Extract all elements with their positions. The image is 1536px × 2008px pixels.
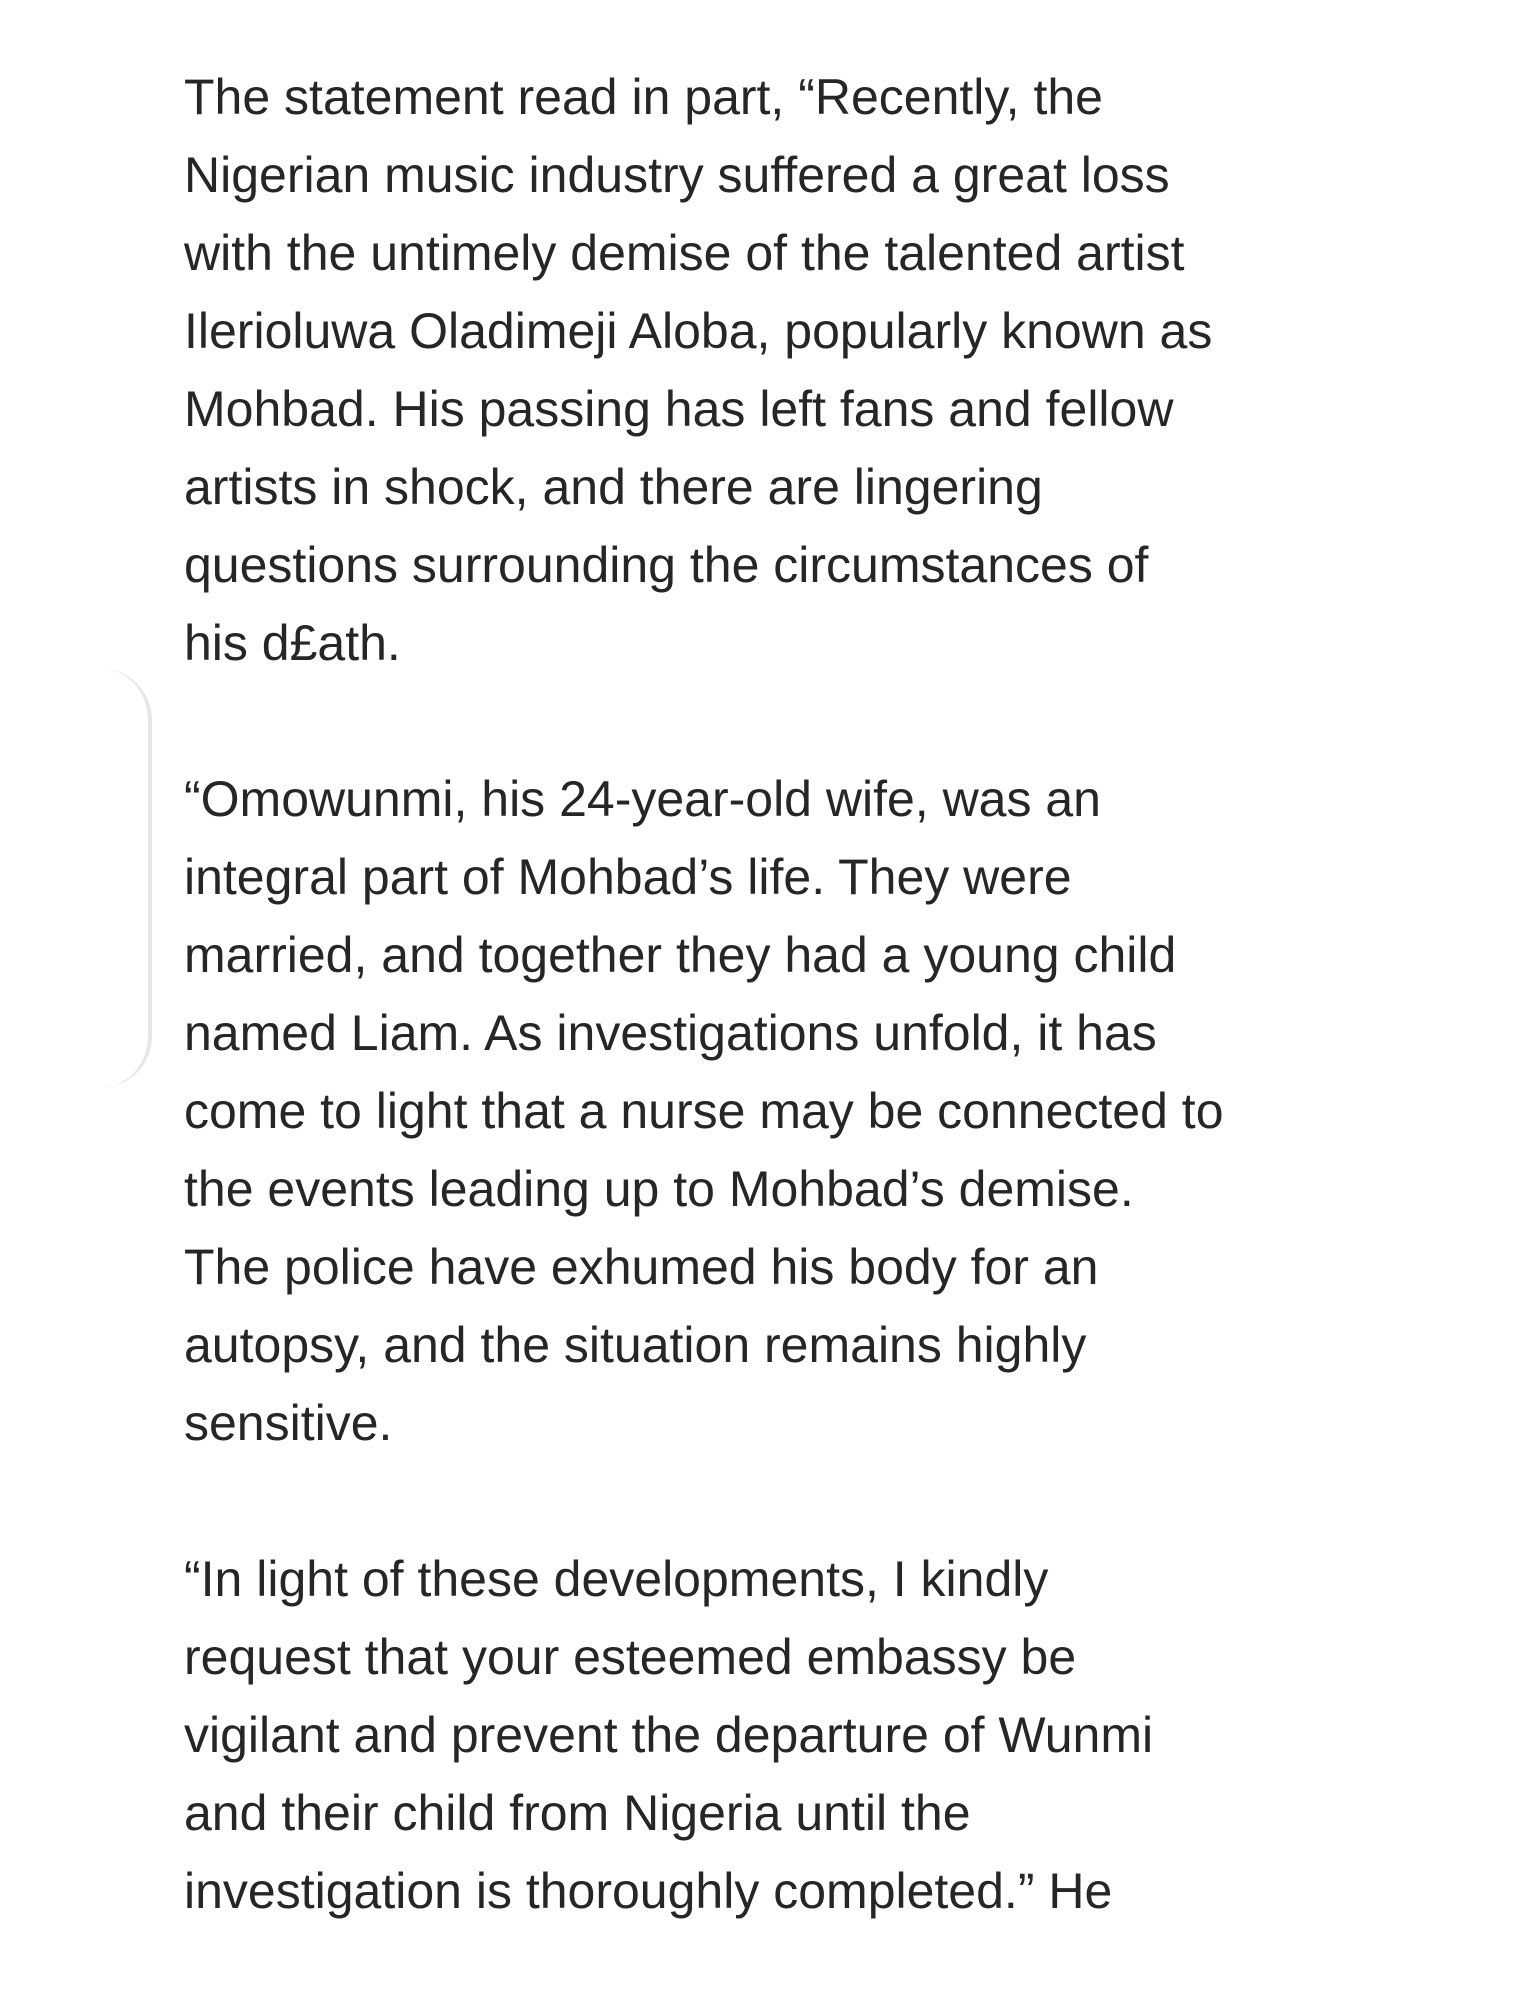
text-line: “In light of these developments, I kindly — [184, 1551, 1049, 1607]
paragraph-statement — [184, 58, 1384, 682]
text-line: and their child from Nigeria until the — [184, 1785, 971, 1841]
text-line: request that your esteemed embassy be — [184, 1629, 1077, 1685]
text-line: married, and together they had a young child — [184, 927, 1177, 983]
paragraph-omowunmi — [184, 760, 1384, 1462]
text-line: questions surrounding the circumstances of — [184, 537, 1149, 593]
text-line: autopsy, and the situation remains highly — [184, 1317, 1087, 1373]
text-line: named Liam. As investigations unfold, it has — [184, 1005, 1157, 1061]
text-line: The police have exhumed his body for an — [184, 1239, 1099, 1295]
text-line: Nigerian music industry suffered a great loss — [184, 147, 1170, 203]
text-line: integral part of Mohbad’s life. They were — [184, 849, 1072, 905]
text-line: The statement read in part, “Recently, the — [184, 69, 1103, 125]
text-line: sensitive. — [184, 1395, 393, 1451]
text-line: investigation is thoroughly completed.” He — [184, 1863, 1113, 1919]
text-line: Ilerioluwa Oladimeji Aloba, popularly known as — [184, 303, 1213, 359]
paragraph-request — [184, 1540, 1384, 1930]
text-line: Mohbad. His passing has left fans and fellow — [184, 381, 1174, 437]
text-line: come to light that a nurse may be connected to — [184, 1083, 1224, 1139]
edge-panel-handle[interactable] — [100, 668, 152, 1088]
text-line: with the untimely demise of the talented artist — [184, 225, 1185, 281]
text-line: artists in shock, and there are lingering — [184, 459, 1043, 515]
text-line: vigilant and prevent the departure of Wunmi — [184, 1707, 1154, 1763]
text-line: the events leading up to Mohbad’s demise. — [184, 1161, 1134, 1217]
article-body — [184, 58, 1384, 2008]
text-line: “Omowunmi, his 24-year-old wife, was an — [184, 771, 1101, 827]
text-line: his d£ath. — [184, 615, 401, 671]
